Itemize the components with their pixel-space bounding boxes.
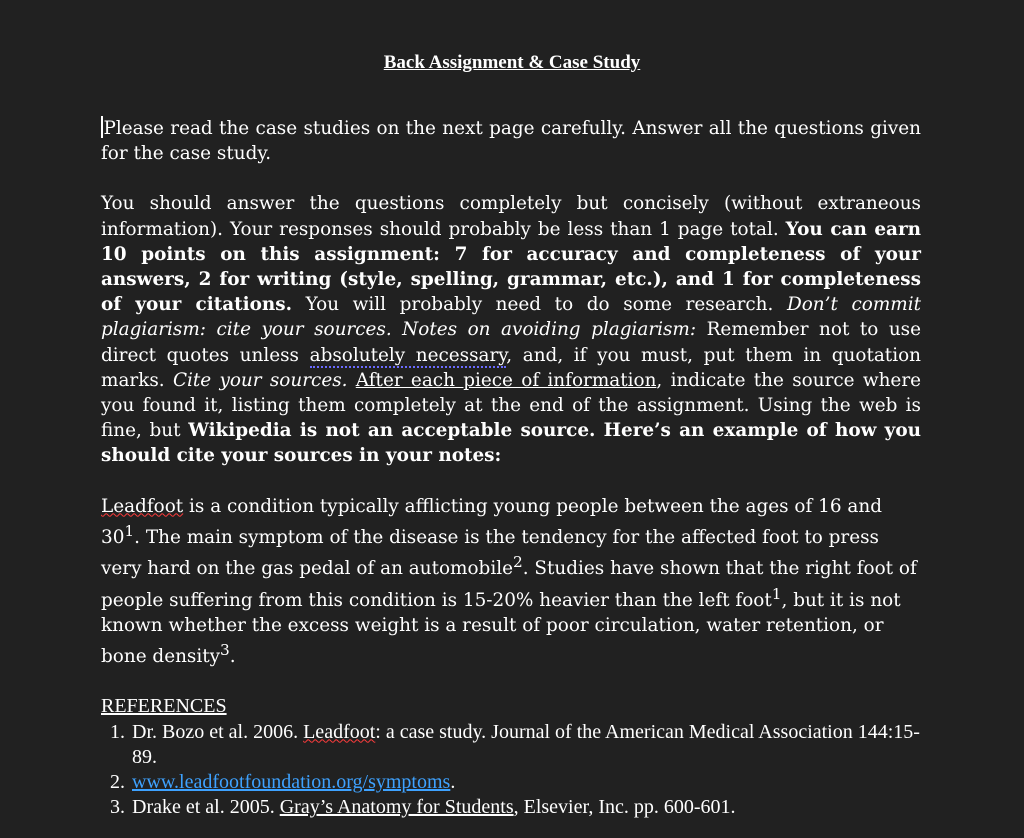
reference-item: [130, 770, 921, 795]
example-text: . Studies have shown that the right foot of people suffering from this condition is 15-20% heavier than the left foot: [101, 558, 917, 611]
reference-text: Dr. Bozo et al. 2006.: [132, 720, 304, 743]
instructions-text: , and, if you must, put them in quotation marks.: [101, 344, 921, 391]
reference-text: .: [450, 770, 456, 793]
reference-text: Drake et al. 2005.: [132, 796, 280, 819]
example-text: . The main symptom of the disease is the tendency for the affected foot to press very hard on the gas pedal of an automobile: [101, 526, 879, 580]
example-text: is a condition typically afflicting young people between the ages of 16 and 30: [101, 495, 882, 548]
footnote-marker: 2: [512, 553, 523, 572]
references-list: [101, 720, 921, 821]
instructions-text: You will probably need to do some research.: [292, 294, 787, 316]
intro-paragraph: [101, 116, 921, 166]
references-heading: REFERENCES: [101, 695, 227, 718]
spelling-flag[interactable]: Leadfoot: [303, 720, 376, 743]
document-title: Back Assignment & Case Study: [383, 52, 641, 73]
footnote-marker: 1: [124, 521, 135, 540]
reference-item: [130, 720, 921, 770]
example-paragraph: [101, 494, 921, 670]
example-text: , but it is not known whether the excess weight is a result of poor circulation, water retention, or bone density: [101, 589, 901, 668]
reference-text: : a case study. Journal of the American Medical Association 144:15-89.: [132, 720, 920, 768]
instructions-paragraph: [101, 191, 921, 468]
reference-text: , Elsevier, Inc. pp. 600-601.: [513, 796, 736, 819]
instructions-text: You should answer the questions completely but concisely (without extraneous information). Your responses should probably be less than 1 page total.: [101, 193, 921, 240]
document-body[interactable]: [101, 116, 921, 820]
plagiarism-note: Don’t commit plagiarism: cite your sources. Notes on avoiding plagiarism:: [101, 294, 922, 341]
footnote-marker: 3: [220, 641, 230, 660]
reference-item: [130, 795, 921, 820]
reference-link[interactable]: www.leadfootfoundation.org/symptoms: [132, 770, 451, 793]
footnote-marker: 1: [771, 584, 782, 603]
example-text: .: [229, 646, 236, 668]
instructions-text: , indicate the source where you found it, listing them completely at the end of the assignment. Using the web is fine, but: [101, 369, 921, 442]
cite-note: Cite your sources.: [172, 369, 348, 391]
instructions-text: Remember not to use direct quotes unless: [101, 319, 921, 366]
underlined-text: After each piece of information: [355, 369, 657, 391]
intro-text: Please read the case studies on the next page carefully. Answer all the questions given for the case study.: [101, 118, 921, 165]
references-section: [101, 694, 921, 820]
grammar-flag[interactable]: absolutely necessary: [309, 344, 507, 366]
book-title: Gray’s Anatomy for Students: [279, 796, 514, 819]
points-text: You can earn 10 points on this assignment: 7 for accuracy and completeness of your answers, 2 for writing (style, spelling, grammar, etc.), and 1 for completeness of your citations.: [101, 218, 922, 316]
spelling-flag[interactable]: Leadfoot: [101, 495, 184, 517]
wikipedia-note: Wikipedia is not an acceptable source. Here’s an example of how you should cite your sources in your notes:: [101, 420, 921, 467]
instructions-text: [347, 370, 355, 391]
text-cursor: [101, 116, 103, 138]
